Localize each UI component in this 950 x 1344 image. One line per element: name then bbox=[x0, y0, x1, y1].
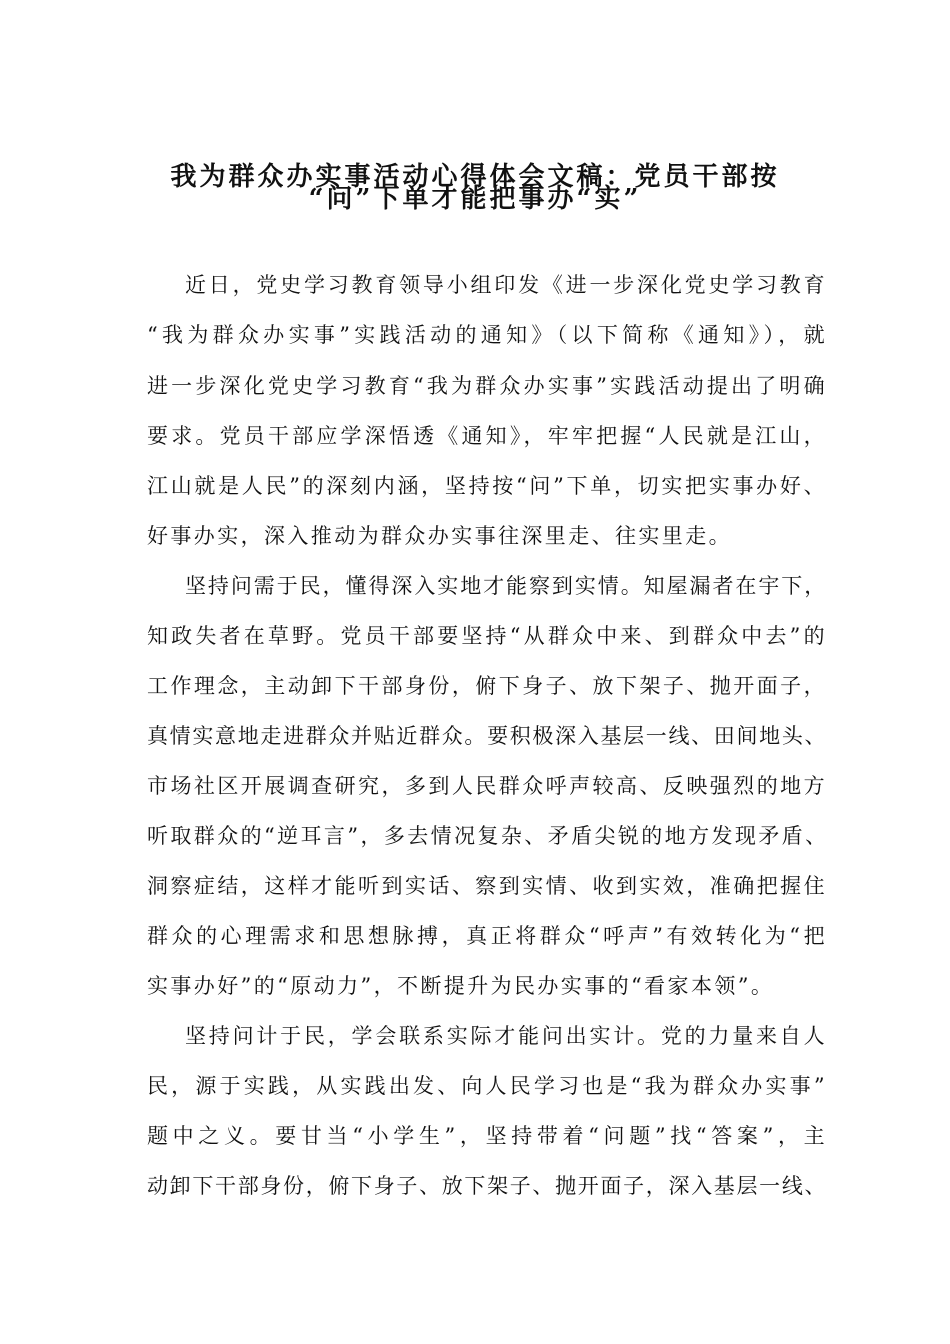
paragraph-2-line: 坚持问需于民，懂得深入实地才能察到实情。知屋漏者在宇下， bbox=[185, 574, 827, 598]
paragraph-3-line: 题中之义。要甘当“小学生”，坚持带着“问题”找“答案”，主 bbox=[147, 1124, 827, 1148]
paragraph-1-line: 近日，党史学习教育领导小组印发《进一步深化党史学习教育 bbox=[185, 273, 827, 297]
document-title-line-1: 我为群众办实事活动心得体会文稿：党员干部按 bbox=[170, 162, 780, 192]
paragraph-2-line: 市场社区开展调查研究，多到人民群众呼声较高、反映强烈的地方 bbox=[147, 774, 827, 798]
paragraph-2-line: 听取群众的“逆耳言”，多去情况复杂、矛盾尖锐的地方发现矛盾、 bbox=[147, 824, 829, 848]
paragraph-1-line: 好事办实，深入推动为群众办实事往深里走、往实里走。 bbox=[147, 524, 732, 548]
paragraph-1-line: 要求。党员干部应学深悟透《通知》，牢牢把握“人民就是江山， bbox=[147, 424, 827, 448]
paragraph-3-line: 民，源于实践，从实践出发、向人民学习也是“我为群众办实事” bbox=[147, 1074, 827, 1098]
paragraph-2-line: 洞察症结，这样才能听到实话、察到实情、收到实效，准确把握住 bbox=[147, 874, 827, 898]
paragraph-2-line: 知政失者在草野。党员干部要坚持“从群众中来、到群众中去”的 bbox=[147, 624, 827, 648]
paragraph-2-line: 工作理念，主动卸下干部身份，俯下身子、放下架子、抛开面子， bbox=[147, 674, 827, 698]
paragraph-1-line: “我为群众办实事”实践活动的通知》（以下简称《通知》），就 bbox=[147, 323, 827, 347]
paragraph-2-line: 群众的心理需求和思想脉搏，真正将群众“呼声”有效转化为“把 bbox=[147, 924, 827, 948]
document-title-line-2: “问”下单才能把事办“实” bbox=[308, 184, 642, 214]
paragraph-1-line: 江山就是人民”的深刻内涵，坚持按“问”下单，切实把实事办好、 bbox=[147, 474, 827, 498]
paragraph-2-line: 真情实意地走进群众并贴近群众。要积极深入基层一线、田间地头、 bbox=[147, 724, 827, 748]
paragraph-2-line: 实事办好”的“原动力”，不断提升为民办实事的“看家本领”。 bbox=[147, 974, 775, 998]
paragraph-1-line: 进一步深化党史学习教育“我为群众办实事”实践活动提出了明确 bbox=[147, 374, 827, 398]
paragraph-3-line: 动卸下干部身份，俯下身子、放下架子、抛开面子，深入基层一线、 bbox=[147, 1174, 827, 1198]
paragraph-3-line: 坚持问计于民，学会联系实际才能问出实计。党的力量来自人 bbox=[185, 1024, 827, 1048]
